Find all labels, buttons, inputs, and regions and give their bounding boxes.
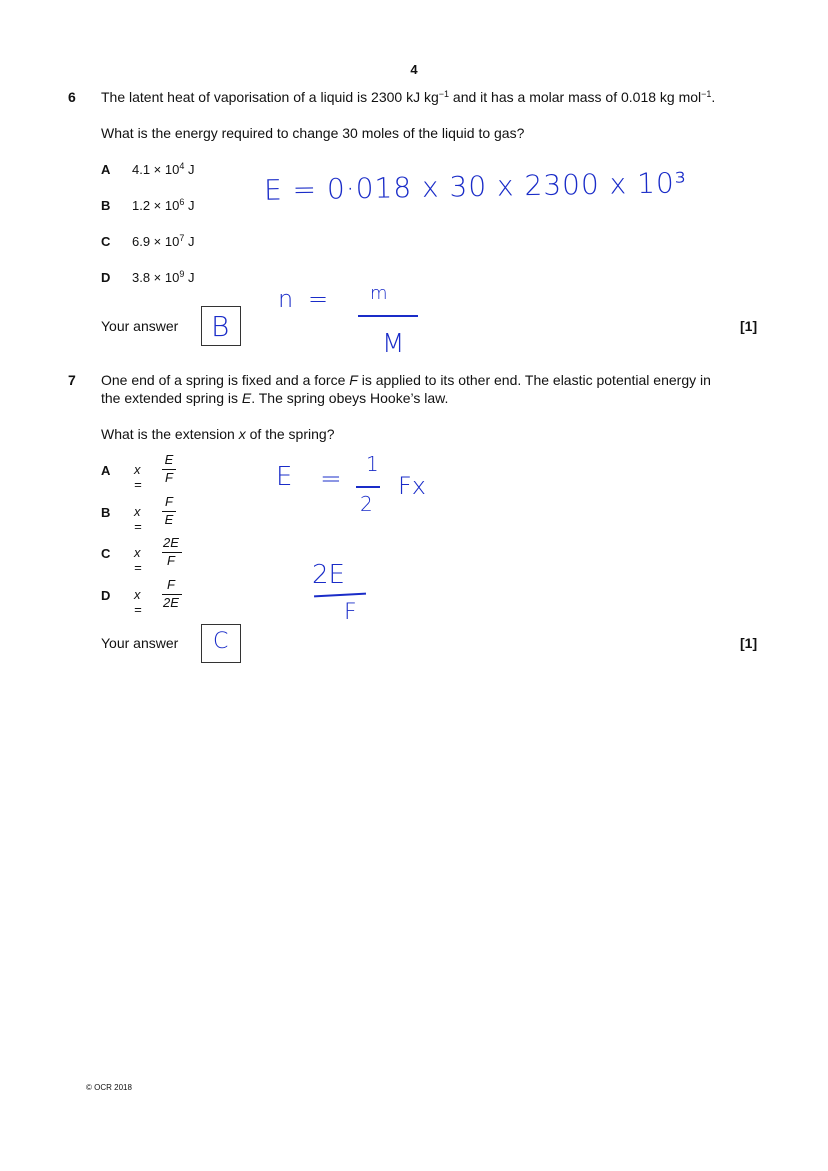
q6-option-b-letter: B [101, 198, 111, 213]
q6-answer-box[interactable] [201, 306, 241, 346]
q7-option-d-letter: D [101, 588, 111, 603]
q7-marks: [1] [740, 635, 758, 651]
q6-option-a: $4.1 \times 10^4$ J [132, 161, 195, 177]
question-6-prompt: What is the energy required to change 30 moles of the liquid to gas? [101, 125, 525, 141]
q6-option-a-letter: A [101, 162, 111, 177]
q6-answer-label: Your answer [101, 318, 179, 334]
q6-option-c-letter: C [101, 234, 111, 249]
q6-marks: [1] [740, 318, 758, 334]
question-7-stem-line1: One end of a spring is fixed and a force F is applied to its other end. The elastic potential energy in [101, 372, 711, 388]
question-6-stem: The latent heat of vaporisation of a liquid is 2300 kJ $kg^{-1}$ and it has a molar mass of 0.018 kg mol$^{-1}$. [101, 89, 716, 105]
question-7-stem-line2: the extended spring is E. The spring obeys Hooke’s law. [101, 390, 449, 406]
q6-option-d-letter: D [101, 270, 111, 285]
question-7-prompt: What is the extension x of the spring? [101, 426, 335, 442]
page-number: 4 [410, 62, 418, 77]
q6-answer-handwritten: B [211, 310, 230, 343]
q7-answer-label: Your answer [101, 635, 179, 651]
q6-handwritten-working: E = 0·018 x 30 x 2300 x 10³ [263, 166, 688, 207]
q7-option-b-letter: B [101, 505, 111, 520]
q7-option-c-letter: C [101, 546, 111, 561]
q6-option-d: $3.8 \times 10^9$ J [132, 269, 195, 285]
q6-option-b: $1.2 \times 10^6$ J [132, 197, 195, 213]
q7-answer-handwritten: C [213, 629, 229, 654]
question-6-number: 6 [68, 89, 76, 105]
q7-option-a-letter: A [101, 463, 111, 478]
copyright-footer: © OCR 2018 [86, 1083, 132, 1092]
q7-answer-box[interactable] [201, 624, 241, 663]
question-7-number: 7 [68, 372, 76, 388]
q6-option-c: $6.9 \times 10^7$ J [132, 233, 195, 249]
